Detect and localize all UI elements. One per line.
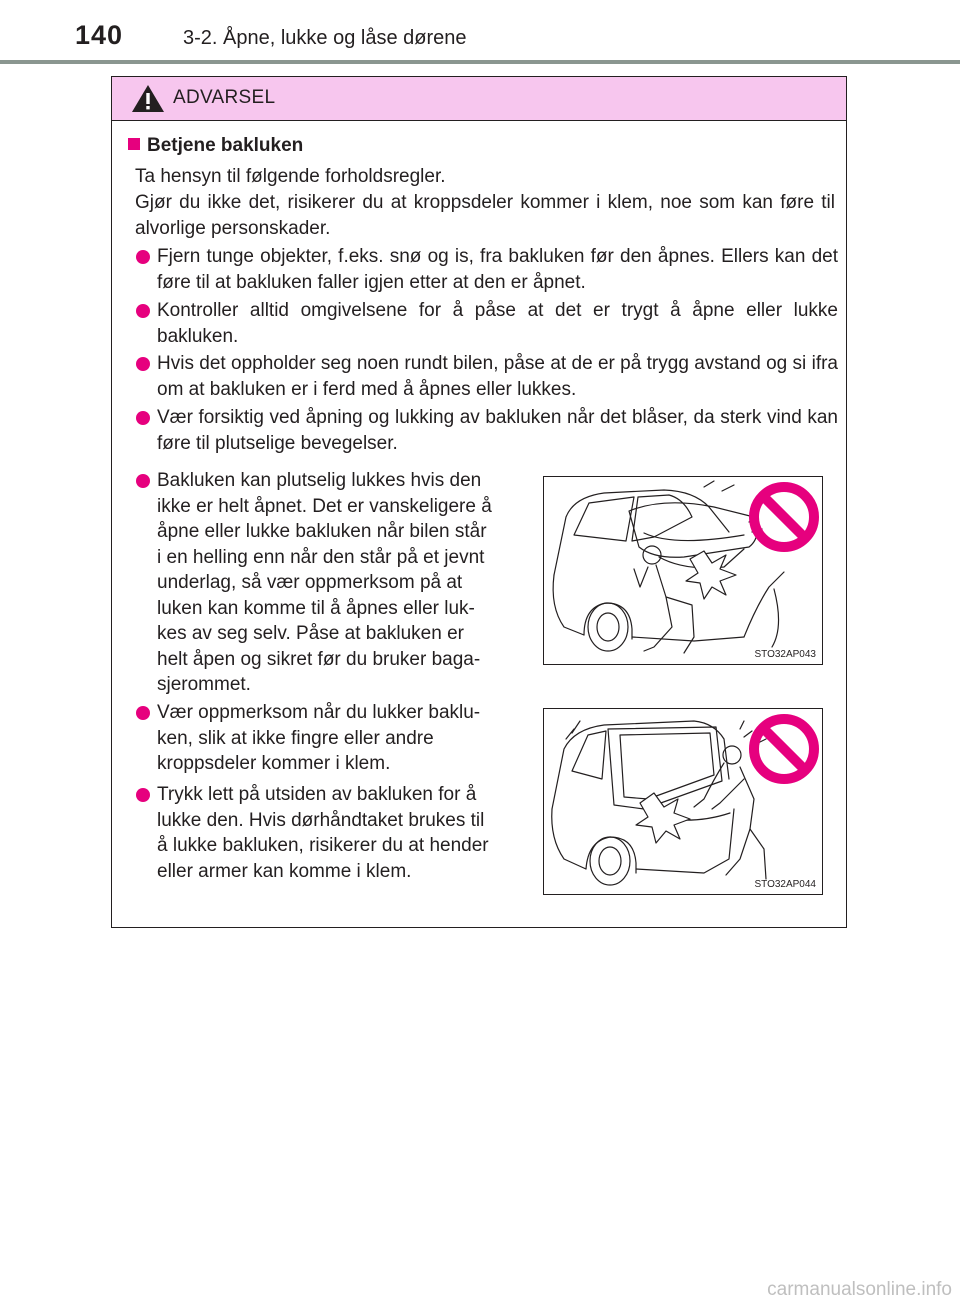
bullet-line: å lukke bakluken, risikerer du at hender (157, 835, 489, 856)
bullet-item (157, 700, 522, 777)
prohibition-icon (754, 719, 814, 779)
bullet-item (157, 468, 522, 698)
bullet-line: ikke er helt åpnet. Det er vanskeligere å (157, 495, 492, 517)
bullet-text: Fjern tunge objekter, f.eks. snø og is, fra bakluken før den åpnes. Ellers kan det føre til at bakluken faller igjen etter at den er åpnet. (157, 246, 838, 293)
warning-box (111, 76, 847, 928)
bullet-text: Hvis det oppholder seg noen rundt bilen, påse at de er på trygg avstand og si ifra om at bakluken er i ferd med å åpnes eller lukkes. (157, 353, 838, 400)
page-number: 140 (75, 20, 124, 50)
bullet-line: ken, slik at ikke fingre eller andre (157, 727, 434, 749)
warning-label: ADVARSEL (173, 87, 276, 108)
bullet-line: Bakluken kan plutselig lukkes hvis den (157, 470, 482, 491)
bullet-item (157, 298, 838, 349)
figure-code: STO32AP044 (754, 879, 816, 890)
warning-header (112, 77, 846, 121)
bullet-item (157, 244, 838, 295)
watermark: carmanualsonline.info (767, 1279, 952, 1300)
bullet-text: Kontroller alltid omgivelsene for å påse at det er trygt å åpne eller lukke bakluken. (157, 300, 838, 347)
bullet-text: Vær forsiktig ved åpning og lukking av bakluken når det blåser, da sterk vind kan føre til plutselige bevegelser. (157, 407, 838, 454)
round-bullet-icon (136, 411, 150, 425)
bullet-line: kes av seg selv. Påse at bakluken er (157, 623, 464, 644)
warning-triangle-icon (131, 84, 165, 113)
bullet-line: Vær oppmerksom når du lukker baklu- (157, 702, 481, 723)
intro-line-2: Gjør du ikke det, risikerer du at kroppsdeler kommer i klem, noe som kan føre til alvorlige personskader. (135, 192, 835, 239)
square-bullet-icon (128, 138, 140, 150)
bullet-line: åpne eller lukke bakluken når bilen står (157, 521, 487, 542)
bullet-line: underlag, så vær oppmerksom på at (157, 572, 463, 593)
car-closing-illustration (544, 709, 822, 894)
bullet-line: luken kan komme til å åpnes eller luk- (157, 597, 475, 619)
bullet-line: helt åpen og sikret før du bruker baga- (157, 648, 481, 670)
bullet-item (157, 351, 838, 402)
section-title-text: Betjene bakluken (147, 135, 304, 156)
round-bullet-icon (136, 474, 150, 488)
figure-code: STO32AP043 (754, 649, 816, 660)
bullet-line: eller armer kan komme i klem. (157, 860, 412, 882)
prohibition-icon (754, 487, 814, 547)
illustration-open-tailgate (543, 476, 823, 665)
bullet-item (157, 782, 522, 884)
section-title (128, 135, 303, 157)
intro-text (135, 164, 835, 242)
round-bullet-icon (136, 250, 150, 264)
car-tailgate-illustration (544, 477, 822, 664)
round-bullet-icon (136, 788, 150, 802)
bullet-line: lukke den. Hvis dørhåndtaket brukes til (157, 809, 485, 831)
bullet-line: sjerommet. (157, 674, 251, 695)
illustration-closing-tailgate (543, 708, 823, 895)
running-header: 3-2. Åpne, lukke og låse dørene (183, 27, 467, 49)
bullet-line: kroppsdeler kommer i klem. (157, 753, 391, 774)
round-bullet-icon (136, 304, 150, 318)
intro-line-1: Ta hensyn til følgende forholdsregler. (135, 166, 446, 187)
round-bullet-icon (136, 706, 150, 720)
round-bullet-icon (136, 357, 150, 371)
bullet-line: i en helling enn når den står på et jevnt (157, 546, 485, 568)
bullet-item (157, 405, 838, 456)
header-rule (0, 60, 960, 64)
bullet-line: Trykk lett på utsiden av bakluken for å (157, 784, 477, 805)
